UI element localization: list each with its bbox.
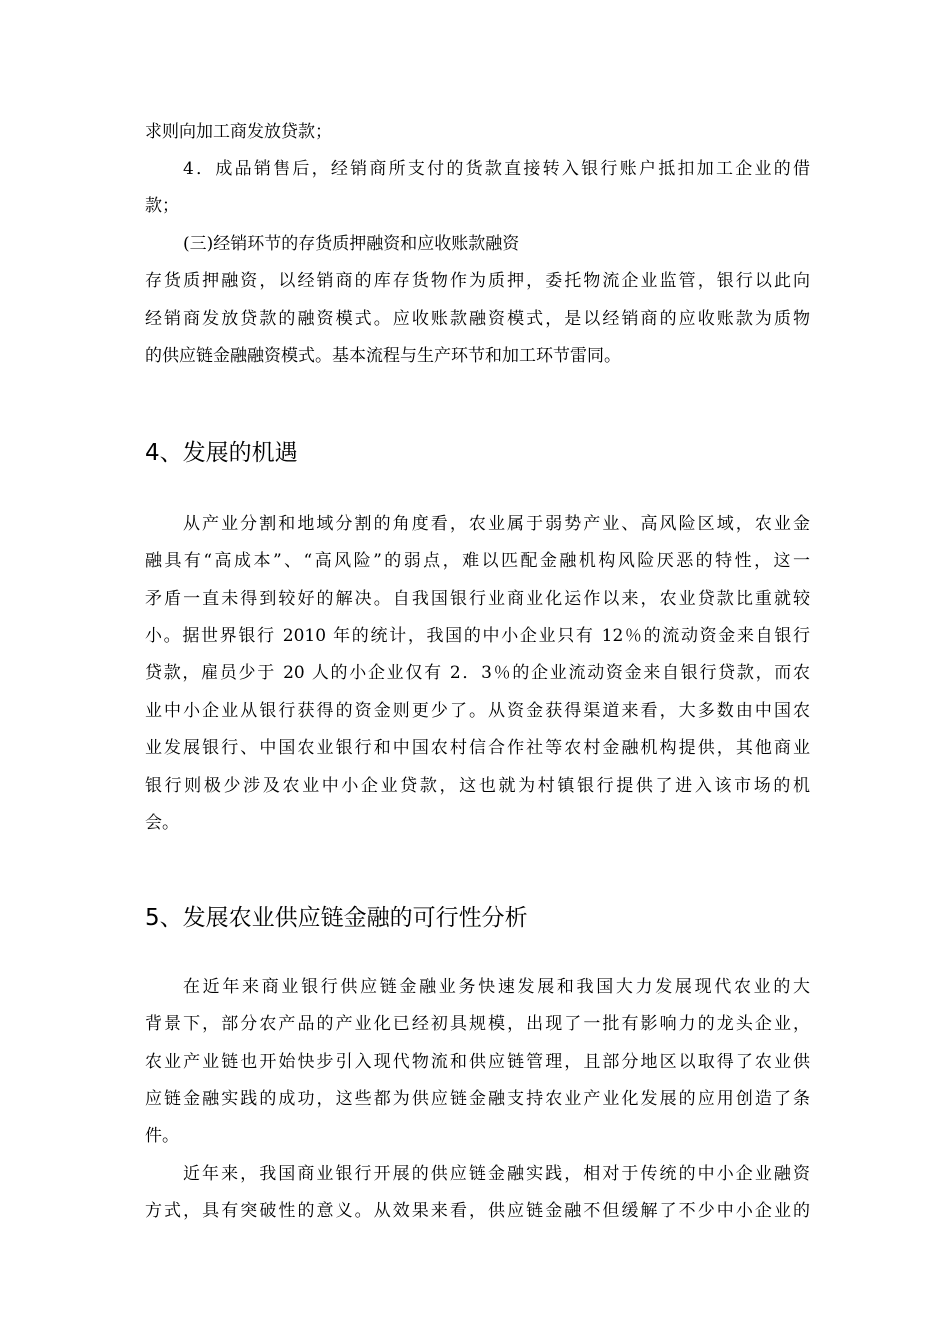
section-heading: 5、发展农业供应链金融的可行性分析 [145,905,528,931]
paragraph-line: 方式，具有突破性的意义。从效果来看，供应链金融不但缓解了不少中小企业的 [145,1201,810,1221]
paragraph-line: 近年来，我国商业银行开展的供应链金融实践，相对于传统的中小企业融资 [183,1164,810,1184]
paragraph-line: 从产业分割和地域分割的角度看，农业属于弱势产业、高风险区域，农业金 [183,514,810,534]
paragraph-line: 矛盾一直未得到较好的解决。自我国银行业商业化运作以来，农业贷款比重就较 [145,589,810,609]
paragraph-line: 存货质押融资，以经销商的库存货物作为质押，委托物流企业监管，银行以此向 [145,271,810,291]
paragraph-line: 在近年来商业银行供应链金融业务快速发展和我国大力发展现代农业的大 [183,977,810,997]
paragraph-line: 会。 [145,813,179,833]
paragraph-line: 件。 [145,1126,179,1146]
paragraph-line: 的供应链金融融资模式。基本流程与生产环节和加工环节雷同。 [145,346,621,366]
paragraph-line: 融具有“高成本”、“高风险”的弱点，难以匹配金融机构风险厌恶的特性，这一 [145,551,810,571]
paragraph-line: 背景下，部分农产品的产业化已经初具规模，出现了一批有影响力的龙头企业， [145,1014,810,1034]
paragraph-line: 求则向加工商发放贷款； [145,122,332,142]
section-heading: 4、发展的机遇 [145,440,298,466]
paragraph-line: 4．成品销售后，经销商所支付的货款直接转入银行账户抵扣加工企业的借 [183,159,810,179]
subsection-title: (三)经销环节的存货质押融资和应收账款融资 [183,234,520,254]
paragraph-line: 业发展银行、中国农业银行和中国农村信合作社等农村金融机构提供，其他商业 [145,738,810,758]
paragraph-line: 经销商发放贷款的融资模式。应收账款融资模式，是以经销商的应收账款为质物 [145,309,810,329]
paragraph-line: 业中小企业从银行获得的资金则更少了。从资金获得渠道来看，大多数由中国农 [145,701,810,721]
paragraph-line: 农业产业链也开始快步引入现代物流和供应链管理，且部分地区以取得了农业供 [145,1052,810,1072]
paragraph-line: 应链金融实践的成功，这些都为供应链金融支持农业产业化发展的应用创造了条 [145,1089,810,1109]
paragraph-line: 贷款，雇员少于 20 人的小企业仅有 2．3％的企业流动资金来自银行贷款，而农 [145,663,810,683]
paragraph-line: 款； [145,196,179,216]
paragraph-line: 银行则极少涉及农业中小企业贷款，这也就为村镇银行提供了进入该市场的机 [145,776,810,796]
paragraph-line: 小。据世界银行 2010 年的统计，我国的中小企业只有 12％的流动资金来自银行 [145,626,810,646]
